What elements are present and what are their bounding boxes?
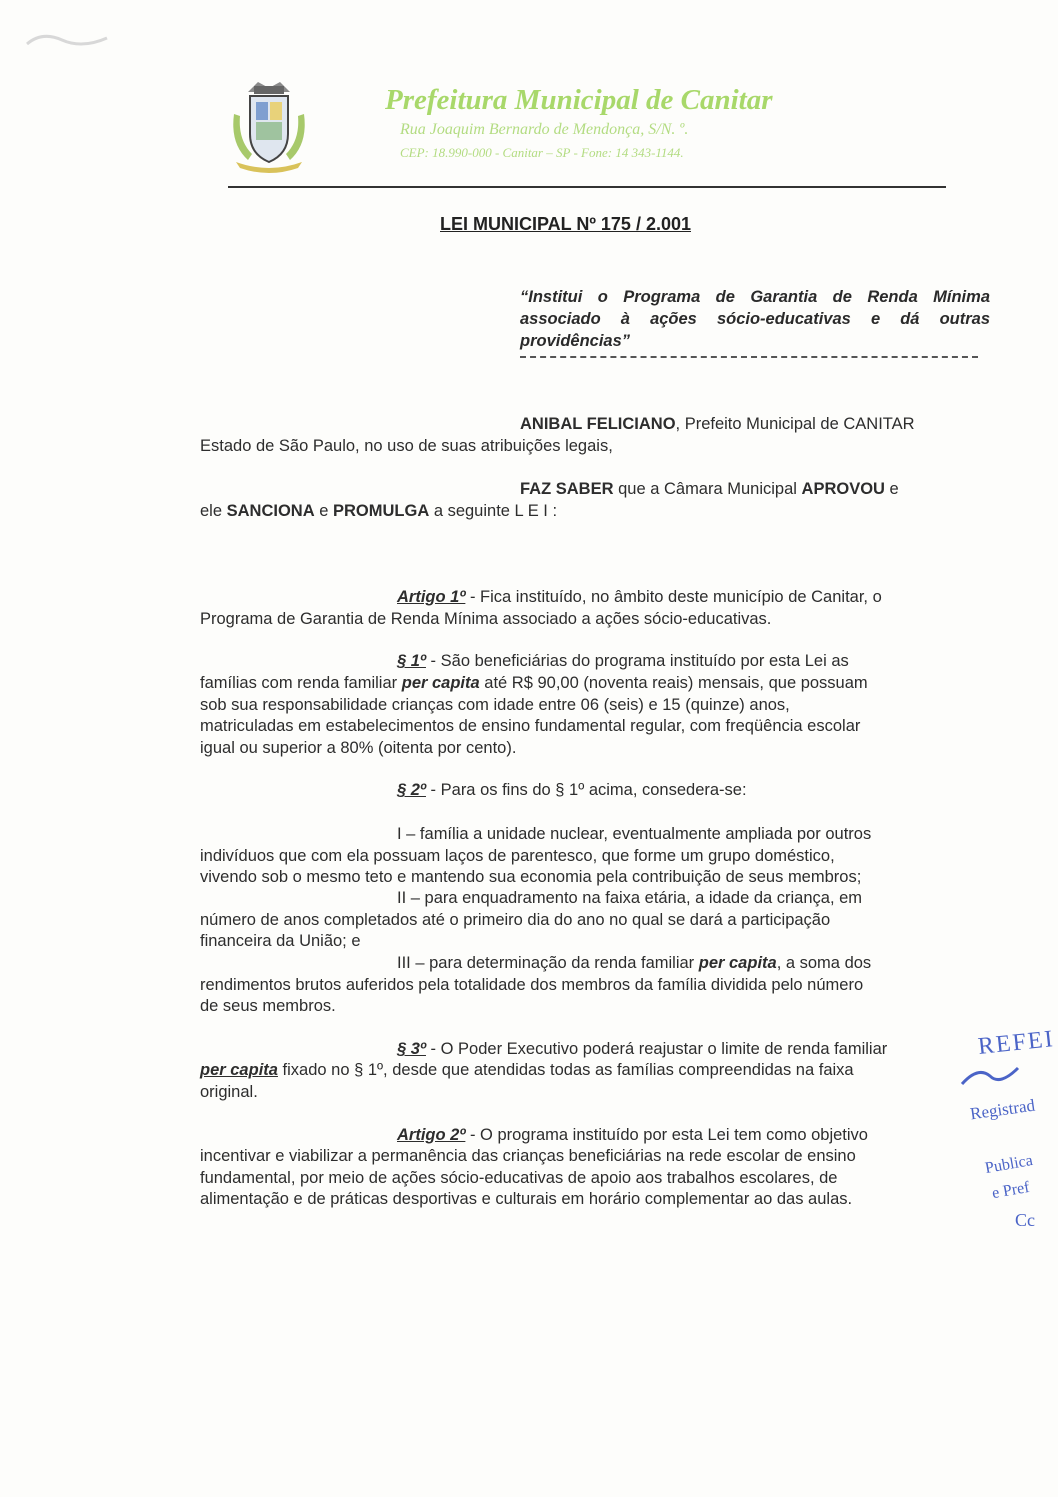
header-divider	[228, 186, 946, 188]
art2-label: Artigo 2º	[397, 1126, 466, 1144]
mayor-line: ANIBAL FELICIANO, Prefeito Municipal de CANITAR	[520, 415, 915, 433]
scan-artifact	[22, 26, 112, 56]
art2-line-1: Artigo 2º - O programa instituído por esta Lei tem como objetivo	[397, 1126, 868, 1144]
inc2-line-1: II – para enquadramento na faixa etária, a idade da criança, em	[397, 889, 863, 907]
art1-line-1: Artigo 1º - Fica instituído, no âmbito deste município de Canitar, o	[397, 588, 882, 606]
sanciona-line: ele SANCIONA e PROMULGA a seguinte L E I :	[200, 502, 558, 520]
org-name: Prefeitura Municipal de Canitar	[385, 84, 773, 116]
par3-line-2: per capita fixado no § 1º, desde que atendidas todas as famílias compreendidas na faixa	[200, 1061, 854, 1079]
inc2-line-2: número de anos completados até o primeiro dia do ano no qual se dará a participação	[200, 911, 831, 929]
law-title: LEI MUNICIPAL Nº 175 / 2.001	[440, 214, 691, 234]
stamp-text-5: Cc	[1015, 1210, 1035, 1230]
inc1-line-1: I – família a unidade nuclear, eventualmente ampliada por outros	[397, 825, 872, 843]
par1-line-4: matriculadas em estabelecimentos de ensino fundamental regular, com freqüência escolar	[200, 717, 861, 735]
org-address: Rua Joaquim Bernardo de Mendonça, S/N. º.	[400, 121, 689, 138]
inc3-line-3: de seus membros.	[200, 997, 336, 1015]
par3-line-1: § 3º - O Poder Executivo poderá reajustar o limite de renda familiar	[397, 1040, 888, 1058]
stamp-signature-icon	[960, 1062, 1020, 1092]
art2-line-4: alimentação e de práticas desportivas e culturais em horário complementar ao das aulas.	[200, 1190, 853, 1208]
par3-line-3: original.	[200, 1083, 258, 1101]
par1-line-2: famílias com renda familiar per capita até R$ 90,00 (noventa reais) mensais, que possuam	[200, 674, 868, 692]
stamp-text-4: e Pref	[990, 1178, 1031, 1203]
inc3-line-1: III – para determinação da renda familiar per capita, a soma dos	[397, 954, 872, 972]
par2-line-1: § 2º - Para os fins do § 1º acima, consedera-se:	[397, 781, 747, 799]
mayor-name: ANIBAL FELICIANO	[520, 415, 676, 433]
inc3-line-2: rendimentos brutos auferidos pela totalidade dos membros da família dividida pelo número	[200, 976, 864, 994]
ementa: “Institui o Programa de Garantia de Renda Mínima associado à ações sócio-educativas e dá outras providências”	[520, 288, 990, 350]
inc2-line-3: financeira da União; e	[200, 932, 361, 950]
inc1-line-3: vivendo sob o mesmo teto e mantendo sua economia pela contribuição de seus membros;	[200, 868, 862, 886]
municipal-crest-icon	[228, 74, 310, 174]
faz-saber-line: FAZ SABER que a Câmara Municipal APROVOU e	[520, 480, 899, 498]
art2-line-3: fundamental, por meio de ações sócio-educativas de apoio aos trabalhos escolares, de	[200, 1169, 838, 1187]
stamp-text-1: REFEI	[976, 1026, 1056, 1060]
mayor-line-2: Estado de São Paulo, no uso de suas atribuições legais,	[200, 437, 613, 455]
ementa-divider	[520, 356, 978, 358]
inc1-line-2: indivíduos que com ela possuam laços de parentesco, que forme um grupo doméstico,	[200, 847, 835, 865]
art1-line-2: Programa de Garantia de Renda Mínima associado a ações sócio-educativas.	[200, 610, 772, 628]
art2-line-2: incentivar e viabilizar a permanência das crianças beneficiárias na rede escolar de ensino	[200, 1147, 856, 1165]
par1-line-3: sob sua responsabilidade crianças com idade entre 06 (seis) e 15 (quinze) anos,	[200, 696, 790, 714]
stamp-text-2: Registrad	[968, 1095, 1037, 1124]
stamp-text-3: Publica	[983, 1151, 1035, 1178]
par1-line-5: igual ou superior a 80% (oitenta por cento).	[200, 739, 517, 757]
org-cep: CEP: 18.990-000 - Canitar – SP - Fone: 14 343-1144.	[400, 145, 684, 160]
art1-label: Artigo 1º	[397, 588, 466, 606]
par1-line-1: § 1º - São beneficiárias do programa instituído por esta Lei as	[397, 652, 849, 670]
